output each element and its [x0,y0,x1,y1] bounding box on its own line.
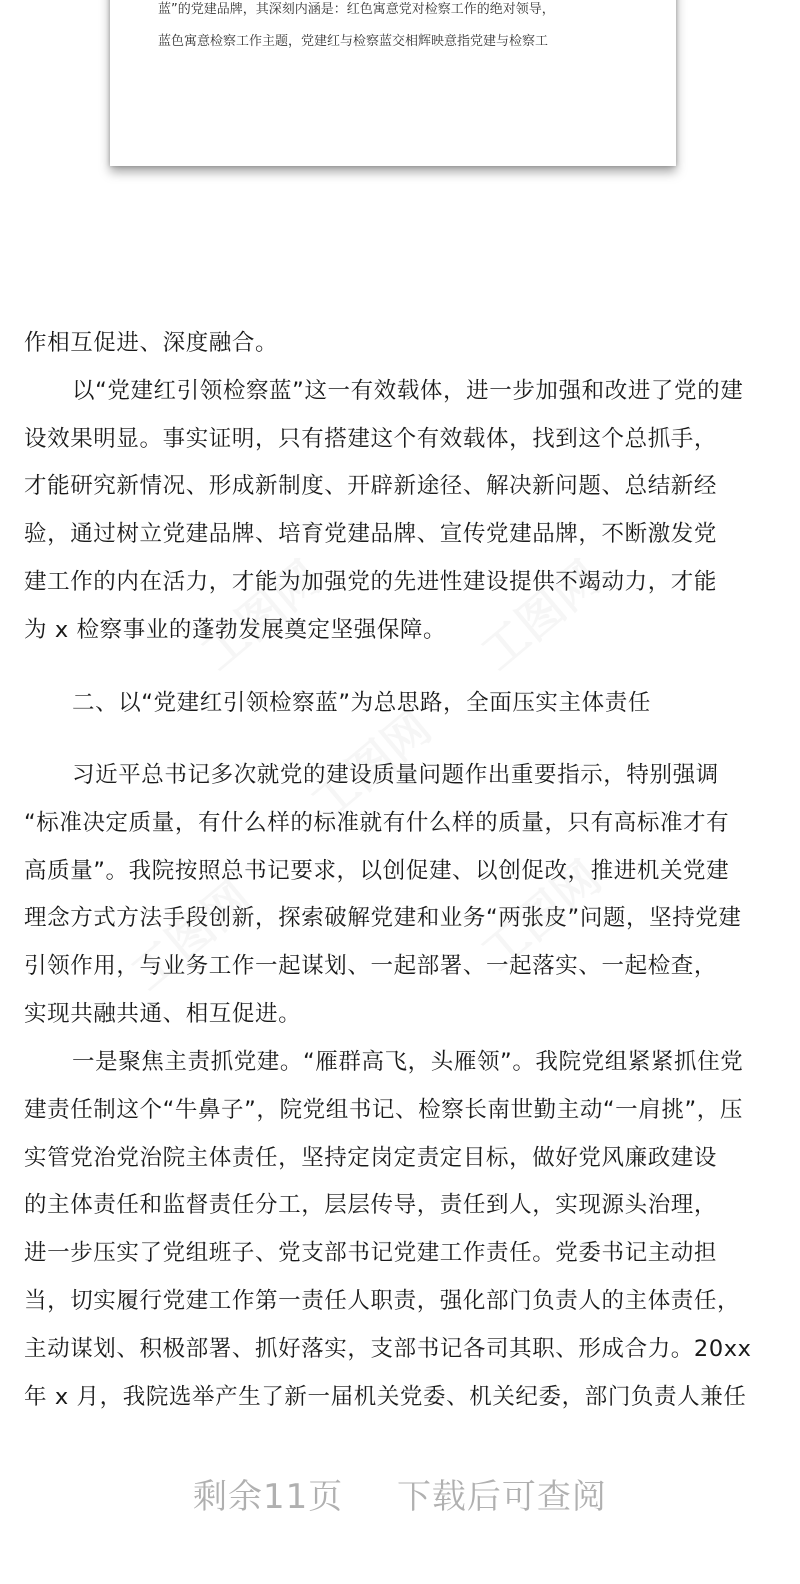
download-prompt [0,1455,800,1535]
text-line: 习近平总书记多次就党的建设质量问题作出重要指示，特别强调 [72,762,719,788]
paragraph [24,1039,784,1421]
text-line: 主动谋划、积极部署、抓好落实，支部书记各司其职、形成合力。20xx [24,1335,752,1362]
paragraph [24,320,784,368]
text-line: 为 x 检察事业的蓬勃发展奠定坚强保障。 [24,616,447,643]
text-line: 设效果明显。事实证明，只有搭建这个有效载体，找到这个总抓手， [24,425,718,452]
text-line: 实管党治党治院主体责任，坚持定岗定责定目标，做好党风廉政建设 [24,1144,718,1171]
text-line: 高质量”。我院按照总书记要求，以创促建、以创促改，推进机关党建 [24,857,730,884]
document-preview-card [110,0,676,166]
preview-line: 蓝色寓意检察工作主题，党建红与检察蓝交相辉映意指党建与检察工 [158,34,549,49]
section-heading: 二、以“党建红引领检察蓝”为总思路，全面压实主体责任 [72,690,651,716]
preview-line: 蓝”的党建品牌，其深刻内涵是：红色寓意党对检察工作的绝对领导， [158,2,555,17]
text-line: 的主体责任和监督责任分工，层层传导，责任到人，实现源头治理， [24,1192,718,1219]
paragraph [24,752,784,1039]
text-line: 当，切实履行党建工作第一责任人职责，强化部门负责人的主体责任， [24,1287,741,1314]
text-line: 实现共融共通、相互促进。 [24,1000,302,1027]
text-line: 理念方式方法手段创新，探索破解党建和业务“两张皮”问题，坚持党建 [24,905,742,932]
text-line: 以“党建红引领检察蓝”这一有效载体，进一步加强和改进了党的建 [72,377,744,404]
text-line: 才能研究新情况、形成新制度、开辟新途径、解决新问题、总结新经 [24,473,718,500]
text-line: “标准决定质量，有什么样的标准就有什么样的质量，只有高标准才有 [24,809,730,836]
text-line: 建责任制这个“牛鼻子”，院党组书记、检察长南世勤主动“一肩挑”，压 [24,1096,743,1123]
remaining-pages-label: 剩余11页 [193,1477,344,1517]
text-line: 年 x 月，我院选举产生了新一届机关党委、机关纪委，部门负责人兼任 [24,1383,747,1410]
download-to-view-link[interactable] [193,1469,607,1518]
text-line: 一是聚焦主责抓党建。“雁群高飞，头雁领”。我院党组紧紧抓住党 [72,1049,744,1075]
paragraph [24,368,784,655]
text-line: 进一步压实了党组班子、党支部书记党建工作责任。党委书记主动担 [24,1240,718,1267]
text-line: 引领作用，与业务工作一起谋划、一起部署、一起落实、一起检查， [24,953,718,980]
text-line: 作相互促进、深度融合。 [24,330,279,356]
text-line: 建工作的内在活力，才能为加强党的先进性建设提供不竭动力，才能 [24,568,718,595]
download-label: 下载后可查阅 [396,1477,607,1517]
text-line: 验，通过树立党建品牌、培育党建品牌、宣传党建品牌，不断激发党 [24,521,718,548]
